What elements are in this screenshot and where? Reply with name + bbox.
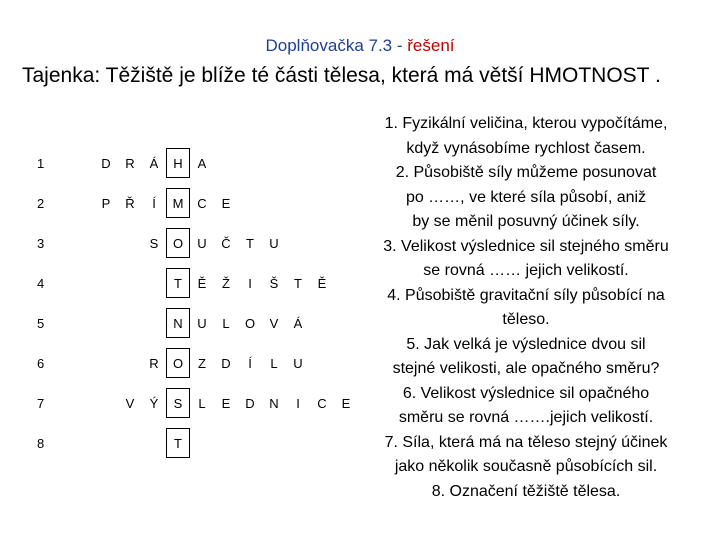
letter-cell: P — [101, 195, 111, 211]
clue-line: 4. Působiště gravitační síly působící na — [387, 286, 665, 304]
letter-cell: E — [341, 395, 351, 411]
clue-line: 5. Jak velká je výslednice dvou sil — [406, 335, 646, 353]
key-cell: H — [166, 148, 190, 178]
letter-cell: Ý — [149, 395, 159, 411]
row-number: 3 — [37, 236, 45, 251]
clue-line: 6. Velikost výslednice sil opačného — [402, 384, 650, 402]
key-cell: S — [166, 388, 190, 418]
letter-cell: C — [317, 395, 327, 411]
letter-cell: Á — [293, 315, 303, 331]
letter-cell: Ř — [125, 195, 135, 211]
letter-cell: Á — [149, 155, 159, 171]
letter-cell: V — [125, 395, 135, 411]
letter-cell: C — [197, 195, 207, 211]
letter-cell: D — [221, 355, 231, 371]
letter-cell: D — [101, 155, 111, 171]
letter-cell: N — [269, 395, 279, 411]
letter-cell: I — [248, 275, 252, 291]
letter-cell: S — [149, 235, 159, 251]
letter-cell: T — [246, 235, 254, 251]
letter-cell: E — [221, 195, 231, 211]
letter-cell: Ž — [222, 275, 230, 291]
letter-cell: R — [125, 155, 135, 171]
letter-cell: I — [296, 395, 300, 411]
key-cell: T — [166, 428, 190, 458]
letter-cell: Č — [221, 235, 231, 251]
letter-cell: V — [269, 315, 279, 331]
letter-cell: Í — [152, 195, 156, 211]
page-title — [0, 36, 720, 56]
clues-list — [340, 112, 712, 504]
key-cell: O — [166, 228, 190, 258]
clue-line: by se měnil posuvný účinek síly. — [412, 213, 640, 230]
letter-cell: U — [269, 235, 279, 251]
clue-line: 3. Velikost výslednice sil stejného směru — [383, 237, 669, 255]
clue-line: 7. Síla, která má na těleso stejný účinek — [384, 433, 668, 451]
row-number: 2 — [37, 196, 45, 211]
letter-cell: E — [221, 395, 231, 411]
letter-cell: O — [244, 315, 256, 331]
letter-cell: L — [270, 355, 278, 371]
row-number: 5 — [37, 316, 45, 331]
key-cell: N — [166, 308, 190, 338]
clue-line: po ……, ve které síla působí, aniž — [405, 188, 647, 206]
letter-cell: A — [197, 155, 207, 171]
key-cell: M — [166, 188, 190, 218]
clue-line: stejné velikosti, ale opačného směru? — [392, 360, 660, 377]
key-cell: O — [166, 348, 190, 378]
row-number: 1 — [37, 156, 45, 171]
row-number: 4 — [37, 276, 45, 291]
clue-line: 1. Fyzikální veličina, kterou vypočítáme, — [384, 115, 668, 132]
row-number: 7 — [37, 396, 45, 411]
row-number: 6 — [37, 356, 45, 371]
letter-cell: Š — [269, 275, 279, 291]
letter-cell: U — [197, 235, 207, 251]
letter-cell: R — [149, 355, 159, 371]
row-number: 8 — [37, 436, 45, 451]
letter-cell: D — [245, 395, 255, 411]
clue-line: 2. Působiště síly můžeme posunovat — [395, 164, 657, 181]
letter-cell: T — [294, 275, 302, 291]
letter-cell: Ě — [197, 275, 207, 291]
clue-line: směru se rovná …….jejich velikostí. — [398, 409, 654, 426]
letter-cell: U — [293, 355, 303, 371]
letter-cell: Ě — [317, 275, 327, 291]
letter-cell: L — [222, 315, 230, 331]
letter-cell: Z — [198, 355, 206, 371]
clue-line: se rovná …… jejich velikostí. — [423, 262, 629, 279]
clue-line: jako několik současně působících sil. — [394, 458, 658, 475]
letter-cell: Í — [248, 355, 252, 371]
clue-line: 8. Označení těžiště tělesa. — [431, 482, 621, 500]
clue-line: těleso. — [502, 311, 550, 328]
letter-cell: U — [197, 315, 207, 331]
tajenka-sentence: Tajenka: Těžiště je blíže té části tělesa, která má větší HMOTNOST . — [22, 64, 661, 87]
letter-cell: L — [198, 395, 206, 411]
key-cell: T — [166, 268, 190, 298]
title-separator: - — [392, 36, 408, 55]
title-subtitle: řešení — [407, 36, 455, 55]
title-main: Doplňovačka 7.3 — [265, 36, 393, 55]
clue-line: když vynásobíme rychlost časem. — [406, 139, 646, 157]
